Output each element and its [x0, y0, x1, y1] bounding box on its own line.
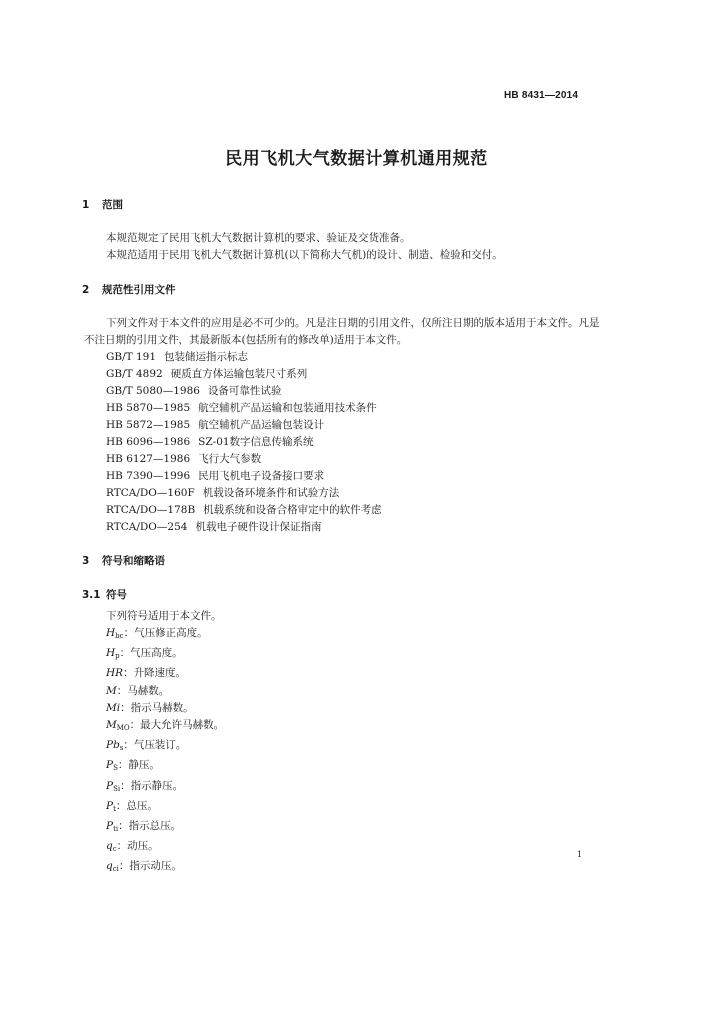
reference-title: 航空辅机产品运输包装设计 — [198, 419, 325, 431]
symbol — [106, 647, 120, 659]
symbol — [106, 627, 124, 639]
section-number: 3 — [82, 555, 90, 567]
symbol-main: M — [106, 719, 117, 732]
symbol-subscript: t — [113, 804, 116, 813]
reference-title: 航空辅机产品运输和包装通用技术条件 — [198, 402, 377, 414]
reference-list — [106, 349, 382, 536]
reference-code: GB/T 5080—1986 — [106, 385, 200, 397]
symbol-subscript: ci — [112, 865, 119, 874]
symbol-main: Pb — [106, 739, 120, 752]
symbol-item — [106, 683, 224, 700]
symbol — [106, 685, 117, 697]
reference-title: 民用飞机电子设备接口要求 — [198, 470, 325, 482]
reference-code: HB 7390—1996 — [106, 470, 191, 482]
symbol-description: 指示马赫数。 — [130, 701, 194, 714]
reference-code: GB/T 4892 — [106, 368, 163, 380]
section-title: 范围 — [102, 199, 123, 211]
symbol-subscript: Si — [113, 784, 121, 793]
symbol — [106, 739, 123, 751]
symbol-separator: ： — [116, 684, 128, 697]
symbol-separator: ： — [116, 840, 128, 853]
symbol-subscript: S — [113, 764, 118, 773]
symbol-item — [106, 757, 224, 777]
section-2-intro: 下列文件对于本文件的应用是必不可少的。凡是注日期的引用文件，仅所注日期的版本适用于本文件。凡是不注日期的引用文件，其最新版本(包括所有的修改单)适用于本文件。 — [84, 317, 600, 346]
symbol-item — [106, 625, 224, 645]
symbol-item — [106, 717, 224, 737]
symbol-main: HR — [106, 667, 124, 680]
symbol-subscript: p — [115, 652, 120, 661]
reference-code: RTCA/DO—178B — [106, 504, 196, 516]
symbol-description: 气压高度。 — [130, 647, 183, 660]
symbol-main: Mi — [106, 701, 121, 714]
section-number: 1 — [82, 199, 90, 211]
symbol-description: 指示总压。 — [128, 820, 182, 833]
symbol-list — [106, 625, 224, 879]
symbol-main: P — [106, 759, 114, 772]
section-3-heading — [82, 553, 165, 568]
symbol-separator: ： — [115, 799, 127, 812]
symbol-description: 升降速度。 — [133, 667, 187, 680]
symbol-item — [106, 700, 224, 717]
reference-code: RTCA/DO—160F — [106, 487, 195, 499]
section-1-paragraph-2: 本规范适用于民用飞机大气数据计算机(以下简称大气机)的设计、制造、检验和交付。 — [106, 249, 503, 261]
symbol-item — [106, 838, 224, 858]
section-title: 规范性引用文件 — [102, 284, 176, 296]
reference-item — [106, 451, 382, 468]
symbol-description: 马赫数。 — [127, 684, 170, 697]
symbol-separator: ： — [123, 667, 134, 680]
reference-title: 机载设备环境条件和试验方法 — [202, 487, 340, 499]
section-title: 符号和缩略语 — [102, 555, 165, 567]
symbol-main: P — [106, 820, 114, 833]
symbol-description: 动压。 — [127, 840, 159, 853]
symbol-item — [106, 818, 224, 838]
reference-code: HB 5872—1985 — [106, 419, 191, 431]
reference-code: RTCA/DO—254 — [106, 521, 188, 533]
symbol-main: H — [106, 627, 116, 639]
reference-item — [106, 502, 382, 519]
reference-item — [106, 349, 382, 366]
reference-title: 包装储运指示标志 — [164, 351, 249, 363]
reference-code: HB 6096—1986 — [106, 436, 191, 448]
symbol-item — [106, 737, 224, 757]
symbol-main: M — [106, 684, 117, 697]
symbol — [106, 667, 123, 679]
symbol — [106, 840, 117, 852]
symbol-subscript: MO — [116, 724, 130, 733]
symbol-separator: ： — [118, 860, 130, 873]
symbol-main: P — [106, 779, 114, 792]
symbol-item — [106, 778, 224, 798]
reference-title: 飞行大气参数 — [198, 453, 262, 465]
section-number: 3.1 — [82, 589, 101, 601]
symbol — [106, 702, 120, 714]
symbol-subscript: c — [112, 845, 117, 854]
symbol — [106, 820, 118, 832]
page-number: 1 — [577, 850, 583, 859]
symbols-intro: 下列符号适用于本文件。 — [106, 610, 222, 622]
reference-title: SZ-01数字信息传输系统 — [198, 436, 314, 448]
symbol-description: 气压装订。 — [133, 739, 187, 752]
symbol-main: P — [106, 799, 114, 812]
symbol-separator: ： — [120, 779, 131, 792]
section-1-heading — [82, 197, 123, 212]
symbol-separator: ： — [123, 627, 135, 639]
symbol — [106, 719, 130, 731]
reference-item — [106, 383, 382, 400]
reference-item — [106, 519, 382, 536]
symbol-item — [106, 858, 224, 878]
reference-title: 硬质直方体运输包装尺寸系列 — [170, 368, 308, 380]
symbol-separator: ： — [129, 719, 141, 732]
symbol-description: 总压。 — [126, 799, 158, 812]
symbol-main: q — [106, 840, 113, 853]
reference-item — [106, 417, 382, 434]
symbol-separator: ： — [119, 647, 131, 660]
reference-item — [106, 366, 382, 383]
symbol-subscript: bc — [115, 632, 124, 640]
reference-code: GB/T 191 — [106, 351, 157, 363]
symbol-separator: ： — [118, 820, 129, 833]
symbol-item — [106, 645, 224, 665]
symbol-description: 最大允许马赫数。 — [140, 719, 225, 732]
symbol-description: 指示动压。 — [129, 860, 182, 873]
symbol-main: H — [106, 647, 116, 660]
section-3-1-heading — [82, 587, 127, 602]
section-number: 2 — [82, 284, 90, 296]
symbol — [106, 759, 118, 771]
symbol-main: q — [106, 860, 113, 873]
reference-title: 机载电子硬件设计保证指南 — [195, 521, 322, 533]
symbol — [106, 860, 119, 872]
section-1-paragraph-1: 本规范规定了民用飞机大气数据计算机的要求、验证及交货准备。 — [106, 232, 411, 244]
symbol — [106, 780, 120, 792]
reference-code: HB 5870—1985 — [106, 402, 191, 414]
symbol-separator: ： — [120, 701, 131, 714]
document-title: 民用飞机大气数据计算机通用规范 — [225, 149, 488, 169]
symbol-separator: ： — [123, 739, 134, 752]
reference-item — [106, 468, 382, 485]
symbol-description: 静压。 — [128, 759, 160, 772]
symbol — [106, 800, 116, 812]
standard-number: HB 8431—2014 — [504, 90, 579, 101]
symbol-description: 指示静压。 — [130, 779, 184, 792]
symbol-subscript: s — [119, 744, 124, 753]
symbol-description: 气压修正高度。 — [134, 627, 208, 639]
section-2-heading — [82, 282, 176, 297]
reference-item — [106, 485, 382, 502]
reference-code: HB 6127—1986 — [106, 453, 191, 465]
symbol-item — [106, 798, 224, 818]
symbol-item — [106, 665, 224, 682]
reference-title: 机载系统和设备合格审定中的软件考虑 — [203, 504, 382, 516]
reference-item — [106, 400, 382, 417]
symbol-separator: ： — [117, 759, 129, 772]
section-title: 符号 — [106, 589, 127, 601]
reference-item — [106, 434, 382, 451]
reference-title: 设备可靠性试验 — [207, 385, 282, 397]
symbol-subscript: ti — [113, 825, 119, 834]
